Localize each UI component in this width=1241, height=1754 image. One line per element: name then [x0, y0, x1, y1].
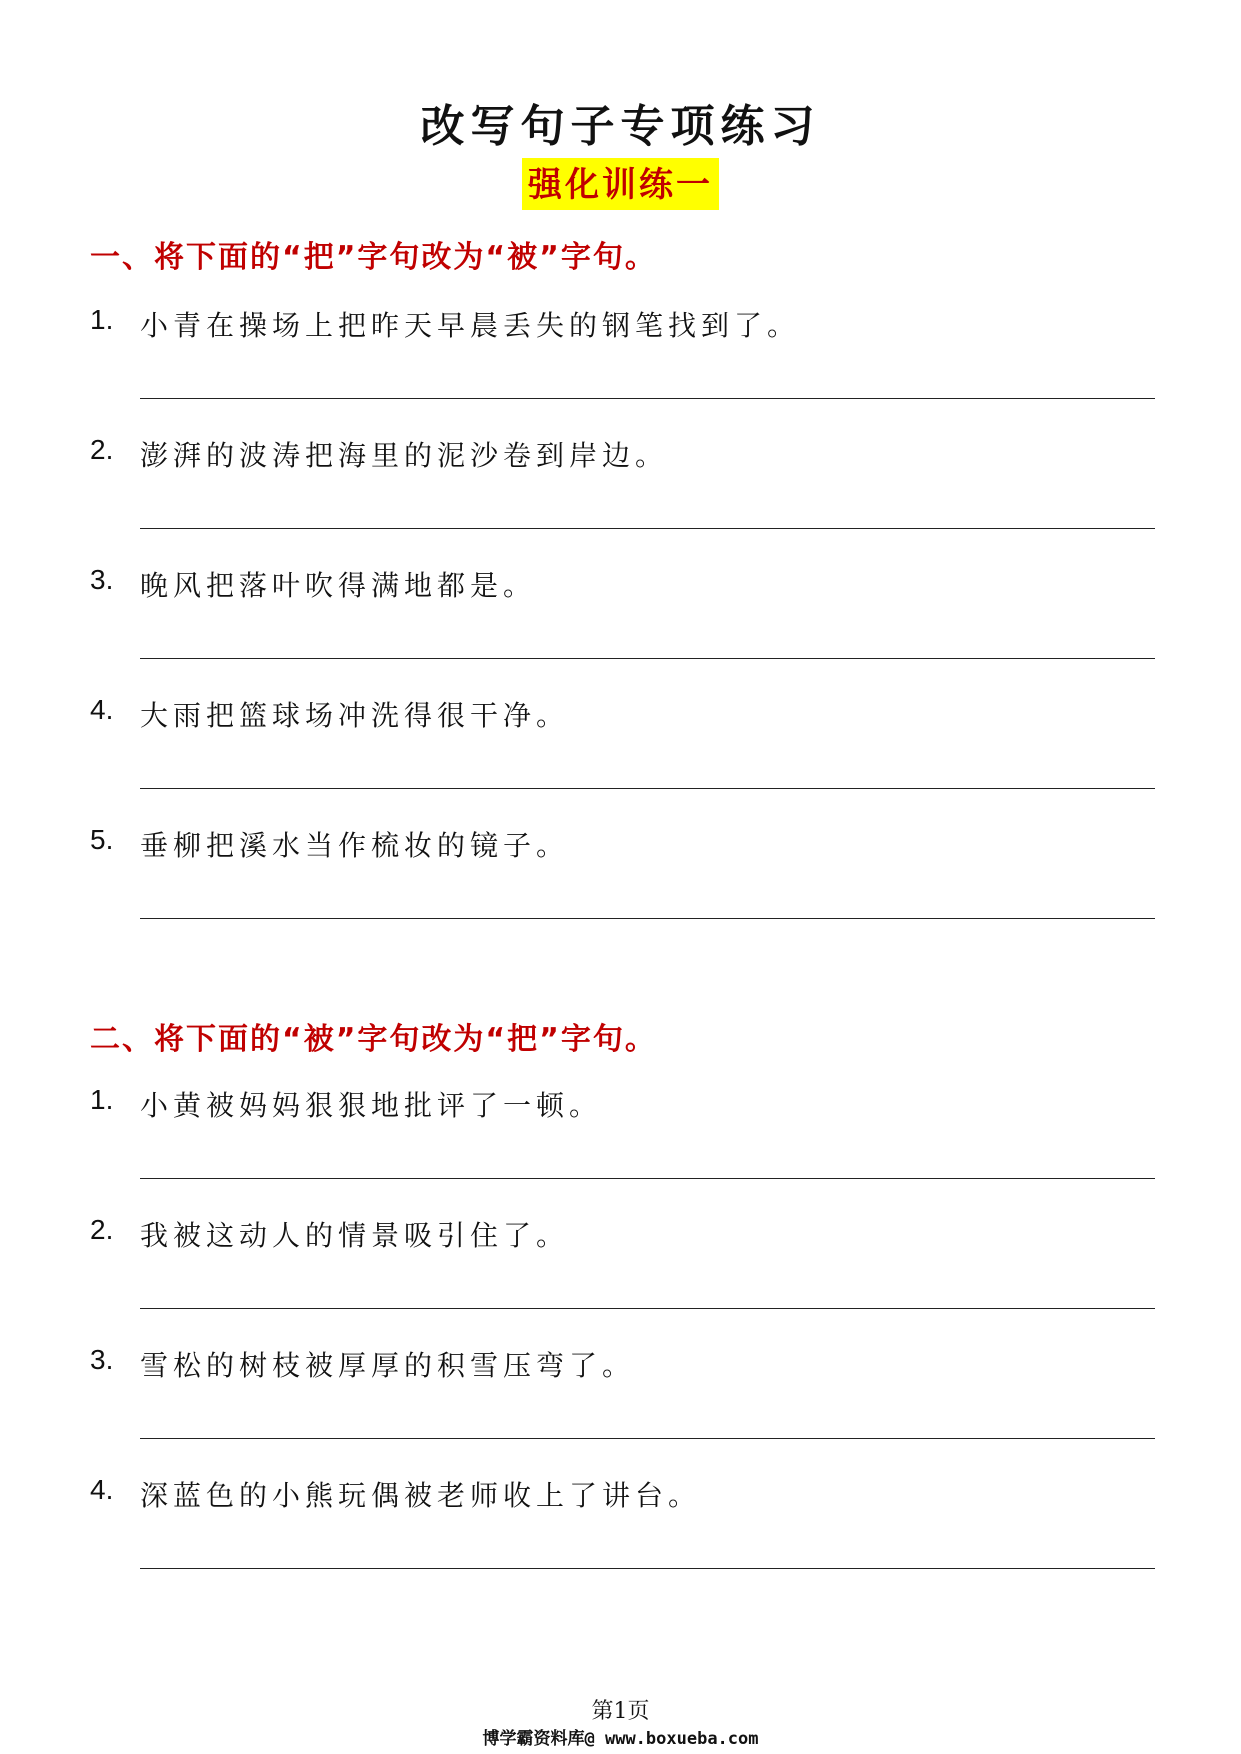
section-heading: 一、将下面的“把”字句改为“被”字句。 — [90, 240, 657, 275]
question-item — [90, 434, 1160, 564]
question-number: 4. — [90, 694, 114, 725]
question-item — [90, 694, 1160, 824]
question-text: 深蓝色的小熊玩偶被老师收上了讲台。 — [140, 1479, 702, 1512]
question-number: 2. — [90, 1214, 114, 1245]
question-text: 雪松的树枝被厚厚的积雪压弯了。 — [140, 1349, 636, 1382]
question-number: 3. — [90, 564, 114, 595]
answer-line[interactable] — [140, 918, 1155, 919]
subtitle-badge: 强化训练一 — [522, 158, 719, 210]
section-heading: 二、将下面的“被”字句改为“把”字句。 — [90, 1022, 657, 1057]
question-number: 1. — [90, 304, 114, 335]
answer-line[interactable] — [140, 1438, 1155, 1439]
answer-line[interactable] — [140, 1568, 1155, 1569]
page-number: 第1页 — [591, 1699, 650, 1724]
question-item — [90, 1344, 1160, 1474]
question-item — [90, 1474, 1160, 1604]
answer-line[interactable] — [140, 788, 1155, 789]
answer-line[interactable] — [140, 658, 1155, 659]
answer-line[interactable] — [140, 1178, 1155, 1179]
question-text: 小黄被妈妈狠狠地批评了一顿。 — [140, 1089, 603, 1122]
question-number: 2. — [90, 434, 114, 465]
question-text: 小青在操场上把昨天早晨丢失的钢笔找到了。 — [140, 309, 801, 342]
question-text: 澎湃的波涛把海里的泥沙卷到岸边。 — [140, 439, 669, 472]
answer-line[interactable] — [140, 528, 1155, 529]
question-text: 我被这动人的情景吸引住了。 — [140, 1219, 570, 1252]
page-title: 改写句子专项练习 — [420, 101, 821, 152]
question-item — [90, 564, 1160, 694]
answer-line[interactable] — [140, 398, 1155, 399]
question-item — [90, 824, 1160, 954]
question-text: 晚风把落叶吹得满地都是。 — [140, 569, 537, 602]
source-watermark: 博学霸资料库@ www.boxueba.com — [482, 1729, 759, 1749]
question-text: 垂柳把溪水当作梳妆的镜子。 — [140, 829, 570, 862]
question-text: 大雨把篮球场冲洗得很干净。 — [140, 699, 570, 732]
question-number: 1. — [90, 1084, 114, 1115]
question-number: 4. — [90, 1474, 114, 1505]
question-item — [90, 304, 1160, 434]
question-number: 5. — [90, 824, 114, 855]
question-item — [90, 1214, 1160, 1344]
answer-line[interactable] — [140, 1308, 1155, 1309]
question-item — [90, 1084, 1160, 1214]
question-number: 3. — [90, 1344, 114, 1375]
subtitle-container — [0, 158, 1241, 210]
